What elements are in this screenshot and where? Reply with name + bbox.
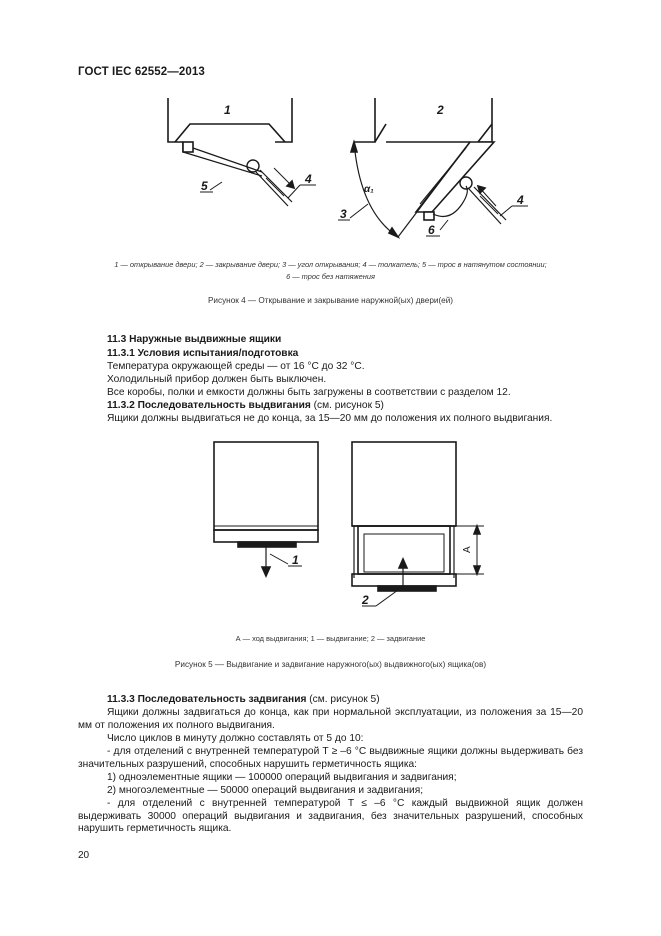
fig5-caption: Рисунок 5 –– Выдвигание и задвигание наружного(ых) выдвижного(ых) ящика(ов) bbox=[174, 660, 487, 669]
para-warm-compartments: - для отделений с внутренней температурой T ≥ –6 °С выдвижные ящики должны выдерживать без значительных разрушений, способных нарушить герметичность ящика: bbox=[78, 746, 583, 770]
figure-5-diagram bbox=[0, 430, 661, 630]
para-cold-compartments: - для отделений с внутренней температурой T ≤ –6 °С каждый выдвижной ящик должен выдерживать 30000 операций выдвигания и задвигания, без значительных разрушений, способных нарушить герметичность ящика. bbox=[78, 798, 583, 835]
para-multi-element: 2) многоэлементные — 50000 операций выдвигания и задвигания; bbox=[107, 785, 424, 796]
drawer-right-front bbox=[352, 574, 456, 586]
fig4-label-5: 5 bbox=[201, 179, 208, 193]
fridge-box-right bbox=[352, 442, 456, 526]
heading-11-3-3 bbox=[107, 694, 380, 707]
label3-leader bbox=[350, 204, 368, 218]
heading-11-3-3-title: Последовательность задвигания bbox=[137, 694, 307, 705]
para-push-in: Ящики должны задвигаться до конца, как при нормальной эксплуатации, из положения за 15—20 мм от положения их полного выдвигания. bbox=[78, 707, 583, 731]
fig5-legend: А — ход выдвигания; 1 — выдвигание; 2 — задвигание bbox=[235, 634, 426, 643]
para-loading: Все коробы, полки и емкости должны быть загружены в соответствии с разделом 12. bbox=[107, 387, 511, 398]
heading-11-3: 11.3 Наружные выдвижные ящики bbox=[107, 334, 282, 345]
fridge-box-left bbox=[214, 442, 318, 530]
fig4-legend-line2: 6 — трос без натяжения bbox=[286, 272, 375, 281]
figure-4-diagram bbox=[0, 0, 661, 260]
handle-left bbox=[238, 542, 296, 547]
label6-leader bbox=[440, 220, 448, 230]
pusher-leader-right bbox=[500, 206, 512, 216]
cable-tense bbox=[183, 152, 262, 176]
arrow-down-head bbox=[262, 567, 270, 576]
door-opened bbox=[416, 142, 494, 212]
fig4-label-4a: 4 bbox=[305, 172, 312, 186]
fridge2-right-side bbox=[478, 98, 492, 142]
label5-leader bbox=[210, 182, 222, 190]
heading-11-3-3-ref: (см. рисунок 5) bbox=[306, 694, 380, 705]
heading-11-3-2-ref: (см. рисунок 5) bbox=[310, 400, 384, 411]
fig5-label-a: А bbox=[462, 546, 473, 553]
fridge2-top-left bbox=[375, 124, 386, 142]
heading-11-3-2 bbox=[107, 400, 384, 413]
fig4-label-3: 3 bbox=[340, 207, 347, 221]
dim-arrow-bottom bbox=[474, 566, 480, 574]
para-pull-out: Ящики должны выдвигаться не до конца, за 15—20 мм до положения их полного выдвигания. bbox=[107, 413, 553, 424]
fig4-label-1: 1 bbox=[224, 103, 231, 117]
para-temperature: Температура окружающей среды — от 16 °С до 32 °С. bbox=[107, 361, 365, 372]
drawer-left bbox=[214, 530, 318, 542]
fig4-label-4b: 4 bbox=[517, 193, 524, 207]
fig4-legend-line1: 1 — открывание двери; 2 — закрывание двери; 3 — угол открывания; 4 — толкатель; 5 — трос в натянутом состоянии; bbox=[114, 260, 547, 269]
arc-arrow-bottom bbox=[389, 228, 398, 237]
arrow-up-head bbox=[399, 559, 407, 568]
heading-11-3-1: 11.3.1 Условия испытания/подготовка bbox=[107, 348, 299, 359]
para-cycles: Число циклов в минуту должно составлять от 5 до 10: bbox=[107, 733, 364, 744]
arc-arrow-top bbox=[351, 142, 357, 152]
pusher-ball-left bbox=[247, 160, 259, 172]
label1-leader bbox=[270, 554, 288, 564]
heading-11-3-2-num: 11.3.2 bbox=[107, 400, 135, 411]
fig4-label-2: 2 bbox=[437, 103, 444, 117]
fig4-label-angle: α₁ bbox=[364, 184, 374, 195]
page-header: ГОСТ IEC 62552—2013 bbox=[78, 66, 205, 78]
fridge2-top-right bbox=[478, 124, 492, 142]
heading-11-3-2-title: Последовательность выдвигания bbox=[137, 400, 311, 411]
dim-arrow-top bbox=[474, 526, 480, 534]
para-single-element: 1) одноэлементные ящики — 100000 операций выдвигания и задвигания; bbox=[107, 772, 457, 783]
fridge-right-side bbox=[275, 98, 292, 142]
para-switched-off: Холодильный прибор должен быть выключен. bbox=[107, 374, 327, 385]
angle-arc bbox=[354, 142, 398, 237]
fig4-label-6: 6 bbox=[428, 223, 435, 237]
heading-11-3-3-num: 11.3.3 bbox=[107, 694, 135, 705]
pusher-rod-left-c bbox=[266, 178, 284, 196]
fridge2-left-side bbox=[354, 98, 375, 142]
latch-block-2 bbox=[424, 212, 434, 220]
fig5-label-1: 1 bbox=[292, 553, 299, 567]
latch-block bbox=[183, 142, 193, 152]
label2-leader bbox=[376, 590, 398, 606]
handle-right bbox=[378, 586, 436, 591]
page-number: 20 bbox=[78, 850, 90, 861]
fig5-label-2: 2 bbox=[362, 593, 369, 607]
door-open-shape bbox=[175, 124, 285, 142]
fig4-caption: Рисунок 4 — Открывание и закрывание наружной(ых) двери(ей) bbox=[207, 296, 454, 305]
